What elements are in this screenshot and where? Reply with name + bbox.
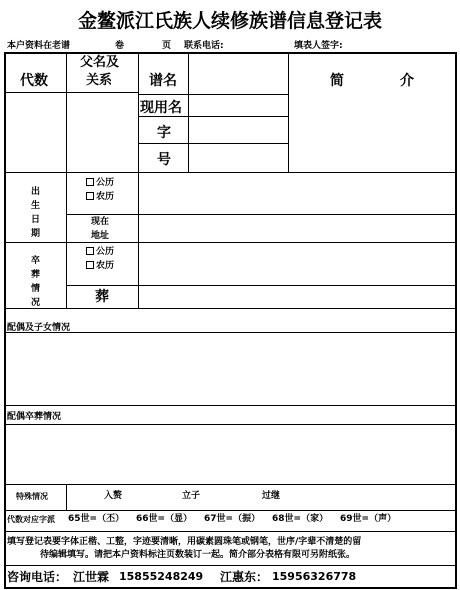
special-label: 特殊情况 — [16, 492, 48, 501]
grid-line — [4, 565, 457, 566]
grid-line — [138, 116, 288, 117]
grid-line — [4, 332, 457, 333]
current-address-label-2: 地址 — [91, 231, 110, 241]
pedigree-name-label: 谱名 — [149, 73, 177, 89]
birth-date-char: 出 — [31, 187, 41, 197]
spouse-children-label: 配偶及子女情况 — [7, 323, 71, 333]
info-source: 本户资料在老谱 — [7, 41, 71, 51]
death-char: 情 — [31, 284, 41, 294]
contact-person-2: 江惠东： — [220, 570, 269, 584]
contact-person-1: 江世霖 — [73, 570, 110, 584]
info-phone: 联系电话: — [184, 41, 224, 51]
generation-word: 68世=（家） — [272, 514, 329, 524]
grid-line — [66, 214, 455, 215]
checkbox-icon[interactable] — [86, 192, 94, 200]
current-name-label: 现用名 — [140, 100, 182, 116]
grid-line — [138, 52, 139, 308]
alias-label: 号 — [157, 152, 171, 168]
notes-line-2: 待编辑填写。请把本户资料标注页数装订一起。简介部分表格有限可另附纸张。 — [40, 550, 356, 560]
parents-label-2: 关系 — [86, 73, 113, 88]
notes-line-1: 填写登记表要字体正楷、工整，字迹要清晰，用碳素圆珠笔或钢笔，世序/字辈不清楚的留 — [7, 537, 362, 547]
spouse-death-label: 配偶卒葬情况 — [7, 412, 62, 422]
death-calendar-solar: 公历 — [86, 247, 114, 257]
death-char: 况 — [31, 298, 41, 308]
grid-line — [288, 52, 289, 172]
grid-line — [4, 92, 138, 93]
generation-word: 66世=（显） — [136, 514, 193, 524]
grid-line — [4, 484, 457, 485]
death-char: 葬 — [31, 270, 41, 280]
special-adopted-in: 入赘 — [104, 491, 123, 501]
death-calendar-lunar: 农历 — [86, 261, 114, 271]
current-address-label-1: 现在 — [91, 217, 110, 227]
contact-label: 咨询电话： — [7, 570, 68, 584]
biography-label: 简 介 — [330, 73, 414, 89]
grid-line — [138, 94, 288, 95]
info-volume: 卷 — [115, 41, 125, 51]
birth-calendar-solar: 公历 — [86, 178, 114, 188]
info-filler: 填表人签字: — [294, 41, 343, 51]
checkbox-icon[interactable] — [86, 178, 94, 186]
generation-word: 69世=（声） — [340, 514, 397, 524]
birth-date-char: 期 — [31, 229, 41, 239]
checkbox-icon[interactable] — [86, 247, 94, 255]
frame-left — [4, 52, 6, 588]
frame-bottom — [4, 587, 457, 589]
grid-line — [66, 484, 67, 510]
birth-calendar-lunar: 农历 — [86, 192, 114, 202]
grid-line — [4, 531, 457, 532]
generation-word: 65世=（丕） — [68, 514, 125, 524]
contact-phone-1: 15855248249 — [119, 570, 204, 583]
grid-line — [66, 52, 67, 308]
special-heir: 过继 — [262, 491, 281, 501]
grid-line — [66, 285, 455, 286]
grid-line — [188, 52, 189, 172]
grid-line — [4, 172, 457, 173]
grid-line — [4, 424, 457, 425]
special-adopted-son: 立子 — [182, 491, 201, 501]
grid-line — [138, 143, 288, 144]
grid-line — [4, 308, 457, 309]
death-char: 卒 — [31, 256, 41, 266]
parents-label-1: 父名及 — [80, 55, 120, 70]
birth-date-char: 日 — [31, 215, 41, 225]
checkbox-icon[interactable] — [86, 261, 94, 269]
grid-line — [4, 405, 457, 406]
generation-word: 67世=（振） — [204, 514, 261, 524]
grid-line — [4, 510, 457, 511]
frame-top — [4, 52, 457, 54]
birth-date-char: 生 — [31, 201, 41, 211]
generation-label: 代数 — [20, 73, 48, 89]
burial-label: 葬 — [95, 289, 109, 305]
info-page: 页 — [162, 41, 172, 51]
frame-right — [455, 52, 457, 588]
contact-phone-2: 15956326778 — [272, 570, 357, 583]
grid-line — [4, 242, 455, 243]
generation-words-label: 代数对应字派 — [7, 515, 55, 524]
courtesy-name-label: 字 — [157, 125, 171, 141]
form-title: 金鳌派江氏族人续修族谱信息登记表 — [77, 10, 382, 32]
